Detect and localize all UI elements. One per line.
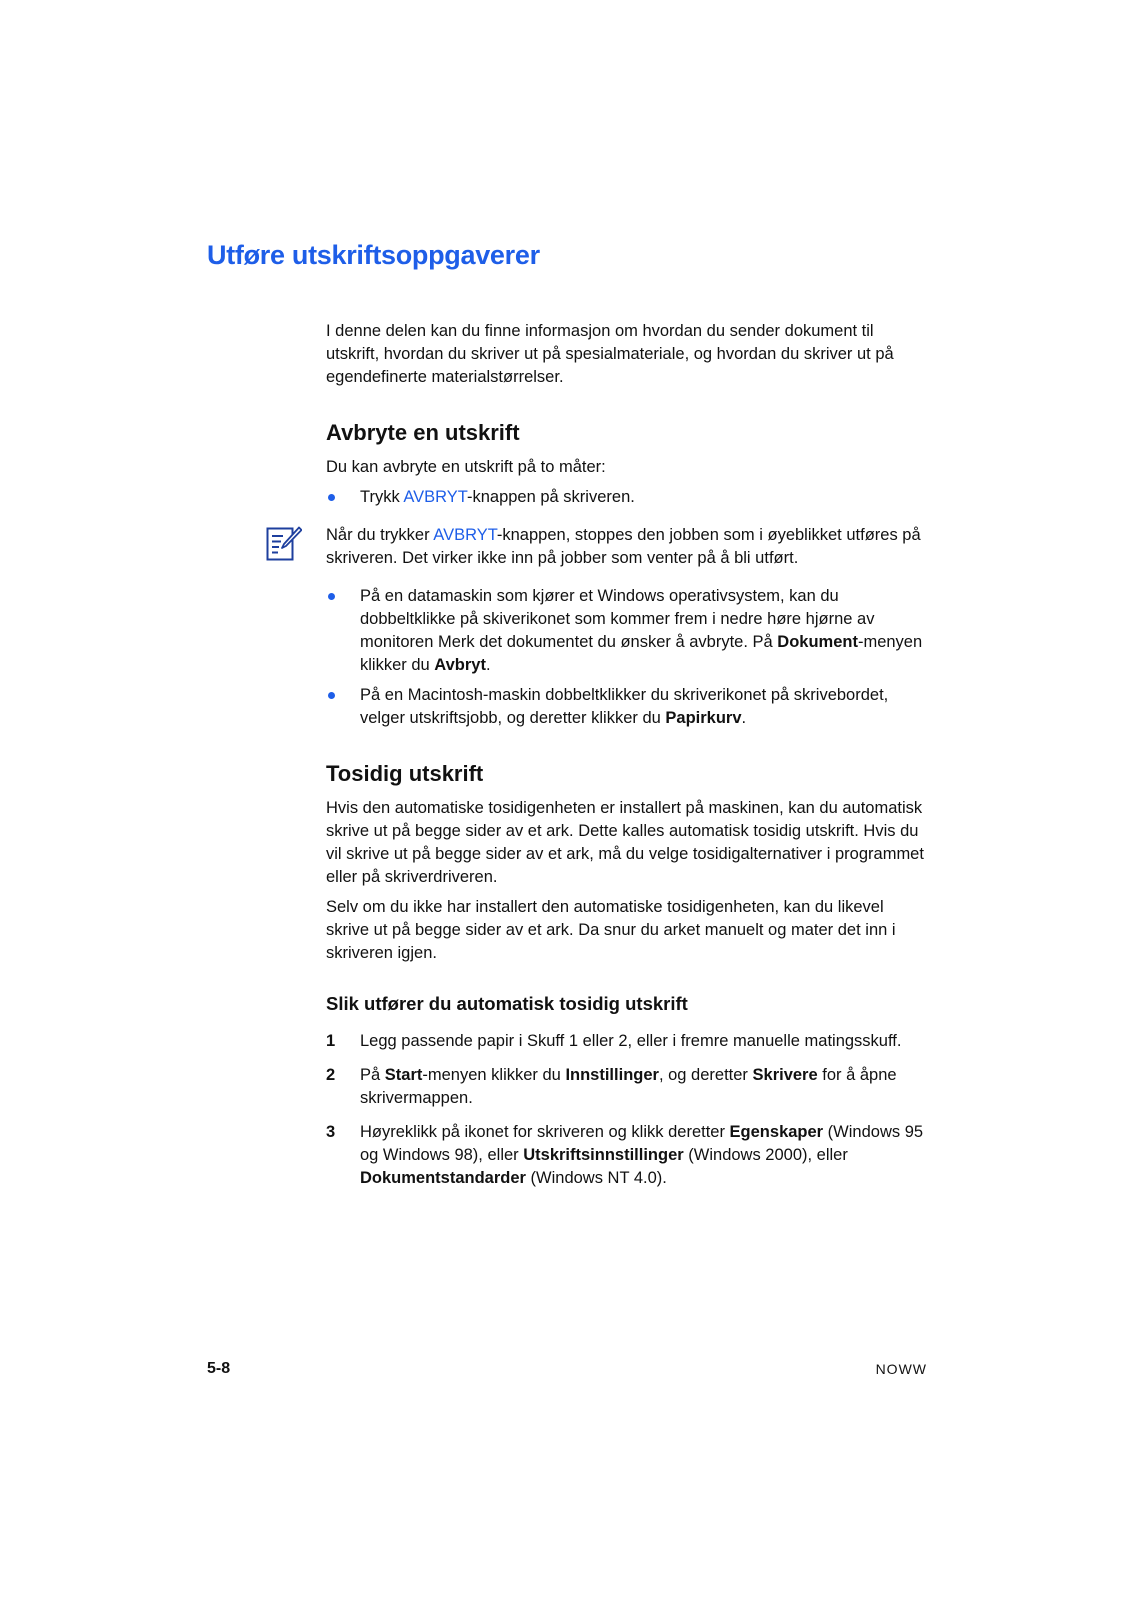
step-item: 3 Høyreklikk på ikonet for skriveren og klikk deretter Egenskaper (Windows 95 og Windows 98), eller Utskriftsinnstillinger (Windows 2000), eller Dokumentstandarder (Windows NT 4.0). (326, 1123, 924, 1187)
subheading-auto-duplex: Slik utfører du automatisk tosidig utskrift (326, 993, 688, 1014)
bullet-icon (328, 593, 335, 600)
section-heading-duplex: Tosidig utskrift (326, 761, 484, 786)
document-code: NOWW (875, 1361, 927, 1377)
note-block: Når du trykker AVBRYT-knappen, stoppes den jobben som i øyeblikket utføres på skriveren. Det virker ikke inn på jobber som venter på å bli utført. (326, 524, 926, 570)
cancel-lead: Du kan avbryte en utskrift på to måter: (326, 458, 606, 476)
section-heading-cancel: Avbryte en utskrift (326, 420, 520, 445)
intro-paragraph: I denne delen kan du finne informasjon om hvordan du sender dokument til utskrift, hvordan du skriver ut på spesialmateriale, og hvordan du skriver ut på egendefinerte materialstørrelser. (326, 322, 894, 386)
duplex-paragraph: Hvis den automatiske tosidigenheten er installert på maskinen, kan du automatisk skrive ut på begge sider av et ark. Dette kalles automatisk tosidig utskrift. Hvis du vil skrive ut på begge sider av et ark, må du velge tosidigalternativer i programmet eller på skriverdriveren. (326, 799, 924, 886)
list-item: På en Macintosh-maskin dobbeltklikker du skriverikonet på skrivebordet, velger utskriftsjobb, og deretter klikker du Papirkurv. (326, 684, 926, 730)
step-item: 2 På Start-menyen klikker du Innstillinger, og deretter Skrivere for å åpne skrivermappen. (326, 1066, 897, 1107)
note-pencil-icon (266, 525, 302, 561)
bullet-icon (328, 494, 335, 501)
avbryt-key: AVBRYT (403, 488, 467, 506)
page-number: 5-8 (207, 1360, 231, 1377)
list-item: På en datamaskin som kjører et Windows operativsystem, kan du dobbeltklikke på skiverikonet som kommer frem i nedre høre hjørne av monitoren Merk det dokumentet du ønsker å avbryte. På Dokument-menyen klikker du Avbryt. (326, 585, 926, 677)
page-title: Utføre utskriftsoppgaverer (207, 240, 540, 270)
step-item: 1 Legg passende papir i Skuff 1 eller 2, eller i fremre manuelle matingsskuff. (326, 1032, 902, 1050)
list-item: Trykk AVBRYT-knappen på skriveren. (326, 486, 926, 509)
page-content (326, 320, 926, 1201)
avbryt-key: AVBRYT (433, 526, 497, 544)
duplex-paragraph: Selv om du ikke har installert den automatiske tosidigenheten, kan du likevel skrive ut på begge sider av et ark. Da snur du arket manuelt og mater det inn i skriveren igjen. (326, 898, 896, 962)
bullet-icon (328, 692, 335, 699)
